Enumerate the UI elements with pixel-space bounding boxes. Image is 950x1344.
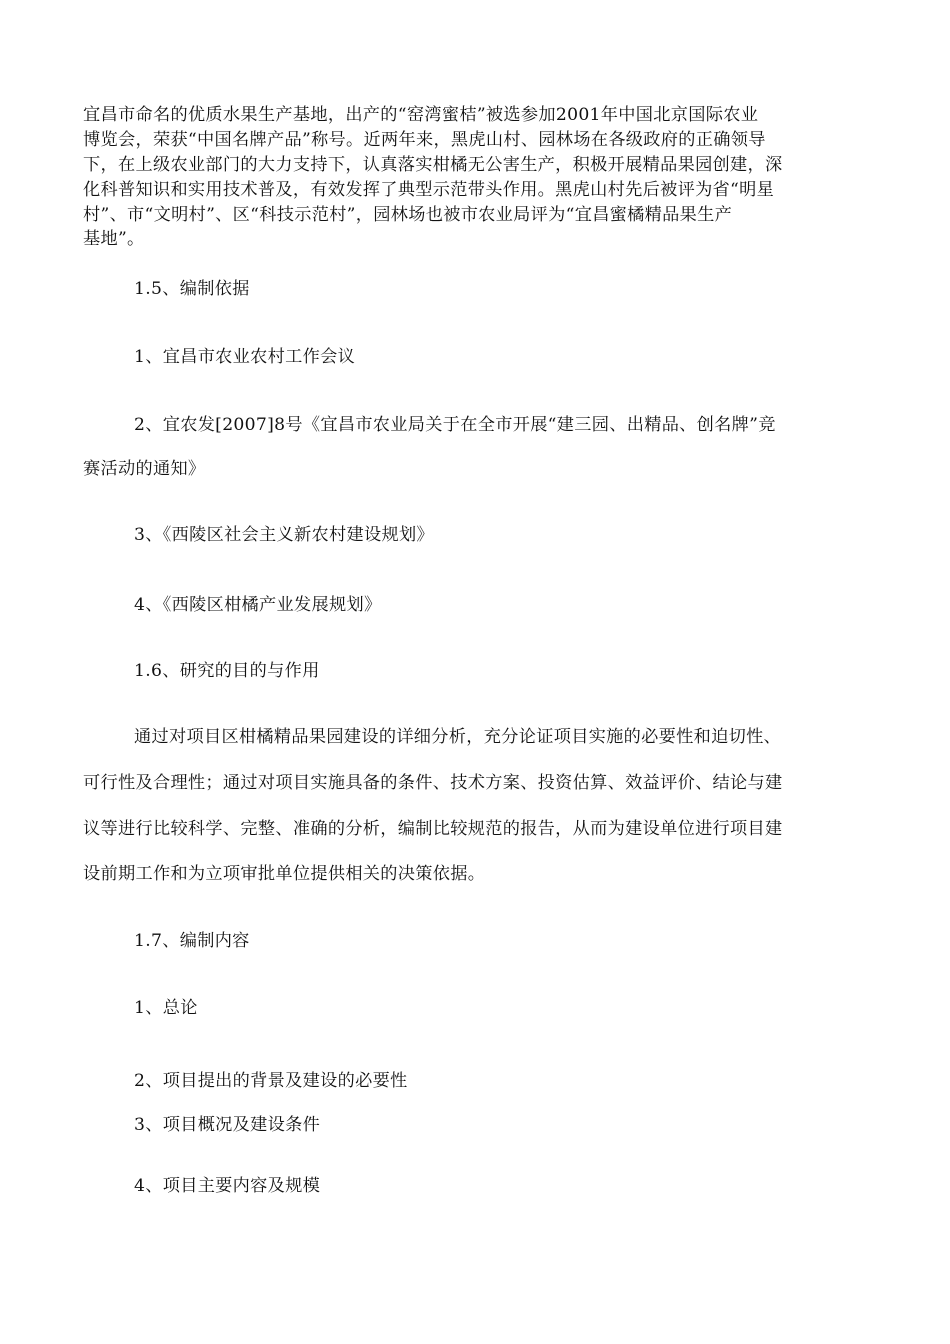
list-item: 3、《西陵区社会主义新农村建设规划》	[134, 525, 434, 545]
list-item: 4、《西陵区柑橘产业发展规划》	[134, 595, 382, 615]
list-item: 3、项目概况及建设条件	[134, 1115, 321, 1135]
paragraph-line: 博览会，荣获“中国名牌产品”称号。近两年来，黑虎山村、园林场在各级政府的正确领导	[83, 130, 766, 150]
paragraph-line: 基地”。	[83, 229, 145, 249]
section-heading-1-6: 1.6、研究的目的与作用	[134, 661, 320, 681]
paragraph-line: 设前期工作和为立项审批单位提供相关的决策依据。	[83, 864, 486, 884]
list-item-continuation: 赛活动的通知》	[83, 459, 206, 479]
paragraph-line: 议等进行比较科学、完整、准确的分析，编制比较规范的报告，从而为建设单位进行项目建	[83, 819, 783, 839]
section-heading-1-7: 1.7、编制内容	[134, 931, 250, 951]
paragraph-line: 下，在上级农业部门的大力支持下，认真落实柑橘无公害生产，积极开展精品果园创建，深	[83, 155, 783, 175]
list-item: 2、项目提出的背景及建设的必要性	[134, 1071, 408, 1091]
list-item: 1、宜昌市农业农村工作会议	[134, 347, 356, 367]
section-heading-1-5: 1.5、编制依据	[134, 279, 250, 299]
paragraph-line: 宜昌市命名的优质水果生产基地，出产的“窑湾蜜桔”被选参加2001年中国北京国际农业	[83, 105, 759, 125]
list-item: 2、宜农发[2007]8号《宜昌市农业局关于在全市开展“建三园、出精品、创名牌”竞	[134, 415, 776, 435]
list-item: 4、项目主要内容及规模	[134, 1176, 321, 1196]
list-item: 1、总论	[134, 998, 198, 1018]
paragraph-line: 化科普知识和实用技术普及，有效发挥了典型示范带头作用。黑虎山村先后被评为省“明星	[83, 180, 775, 200]
paragraph-line: 通过对项目区柑橘精品果园建设的详细分析，充分论证项目实施的必要性和迫切性、	[134, 727, 782, 747]
paragraph-line: 村”、市“文明村”、区“科技示范村”，园林场也被市农业局评为“宜昌蜜橘精品果生产	[83, 205, 733, 225]
paragraph-line: 可行性及合理性；通过对项目实施具备的条件、技术方案、投资估算、效益评价、结论与建	[83, 773, 783, 793]
